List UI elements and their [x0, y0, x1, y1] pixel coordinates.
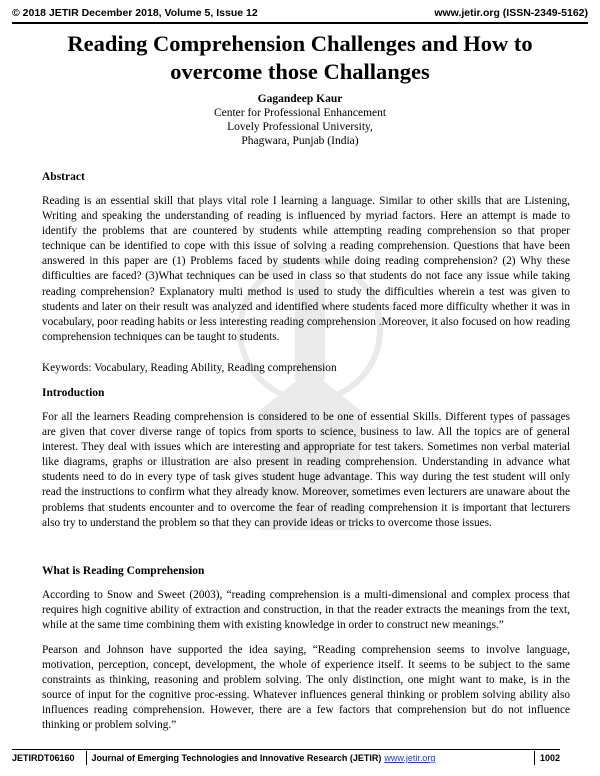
- paper-title: Reading Comprehension Challenges and How to overcome those Challanges: [67, 31, 533, 84]
- header-website: www.jetir.org (ISSN-2349-5162): [434, 7, 588, 19]
- footer-journal-name: Journal of Emerging Technologies and Innovative Research (JETIR): [91, 753, 382, 763]
- author-affiliation-2: Lovely Professional University,: [227, 121, 373, 133]
- what-is-paragraph-1: According to Snow and Sweet (2003), “reading comprehension is a multi-dimensional and complex process that requires high cognitive ability of extraction and construction, in that the reader extracts the meanings from the text, while at the same time combining them with existing knowledge in order to construct new meanings.”: [42, 589, 570, 632]
- what-is-paragraph-2: Pearson and Johnson have supported the idea saying, “Reading comprehension seems to involve language, motivation, perception, concept, development, the whole of experience itself. It seems to be subject to the same constraints as thinking, reasoning and problem solving. The only distinction, one might want to make, is in the source of input for the cognitive proc-essing. Whatever influences general thinking or problem solving ability also influences reading comprehension. However, there are a few factors that comprehension but do not influence thinking or problem solving.”: [42, 644, 570, 732]
- author-affiliation-3: Phagwara, Punjab (India): [241, 135, 359, 147]
- introduction-heading: Introduction: [42, 387, 105, 399]
- author-affiliation-1: Center for Professional Enhancement: [213, 107, 387, 119]
- what-is-heading: What is Reading Comprehension: [42, 565, 205, 577]
- footer-paper-code: JETIRDT06160: [12, 753, 75, 763]
- abstract-section: [42, 170, 570, 345]
- footer-page-number: 1002: [539, 753, 560, 763]
- page-footer: [12, 749, 560, 766]
- footer-website-link[interactable]: www.jetir.org: [384, 753, 436, 763]
- abstract-heading: Abstract: [42, 171, 85, 183]
- author-name: Gagandeep Kaur: [257, 93, 343, 105]
- introduction-text: For all the learners Reading comprehension is considered to be one of essential Skills. Different types of passages are given that cover diverse range of topics from sports to science, business to law. All the topics are of general interest. They deal with issues which are interesting and appropriate for test takers. Sometimes non verbal material like diagrams, graphs or illustration are also present in reading comprehension. Understanding in advance what students need to do in every type of task gives student huge advantage. This way during the test student will only read the instructions to confirm what they already know. Moreover, sometimes even lecturers are unaware about the problems that students encounter and to overcome the fear of reading comprehension it is important that lecturers also try to understand the problem so that they can provide ideas or tricks to overcome those issues.: [42, 411, 570, 529]
- header-journal-info: © 2018 JETIR December 2018, Volume 5, Issue 12: [12, 7, 258, 19]
- author-block: [0, 92, 600, 148]
- introduction-section: [42, 386, 570, 531]
- keywords-text: Keywords: Vocabulary, Reading Ability, Reading comprehension: [42, 362, 337, 374]
- pearson-johnson-section: [42, 643, 570, 734]
- footer-divider: [86, 751, 87, 765]
- abstract-text: Reading is an essential skill that plays vital role I learning a language. Similar to other skills that are Listening, Writing and speaking the understanding of reading is influenced by myriad factors. Here an attempt is made to identify the problems that are countered by students while attempting reading comprehension so that proper technique can be identified to cope with this issue of solving a reading comprehension. Questions that have been answered in this paper are (1) Problems faced by students while doing reading comprehension? (2) Why these difficulties are faced? (3)What techniques can be used in class so that students do not face any issue while taking reading comprehension? Explanatory multi method is used to study the difficulties wherein a test was given to students and later on their result was analyzed and identified where students faced more difficulty whether it was in vocabulary, poor reading habits or less interesting reading comprehension .Moreover, it also focused on how reading comprehension techniques can be taught to students.: [42, 195, 570, 343]
- keywords-section: [42, 361, 570, 376]
- footer-divider-2: [534, 751, 535, 765]
- what-is-section: [42, 564, 570, 633]
- running-header: [12, 4, 588, 24]
